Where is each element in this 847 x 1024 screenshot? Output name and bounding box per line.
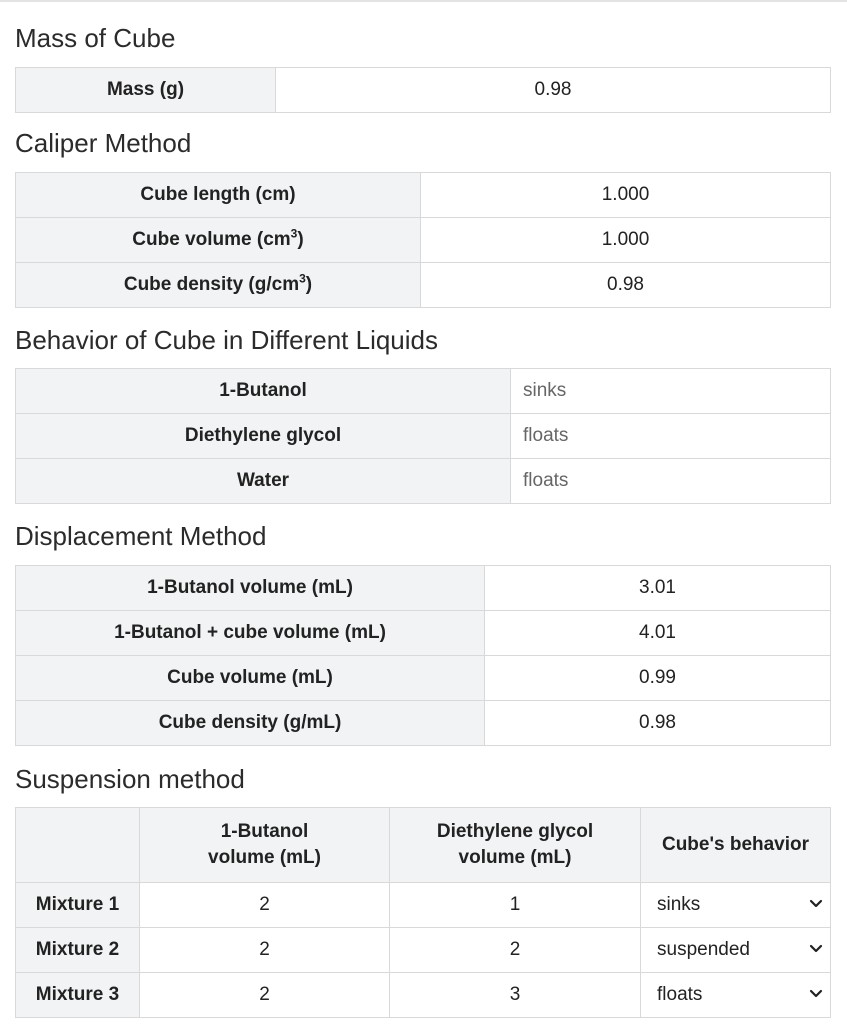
behavior-butanol-label: 1-Butanol xyxy=(16,369,511,414)
mixture-1-behavior-cell xyxy=(641,883,831,928)
cube-length-label: Cube length (cm) xyxy=(16,173,421,218)
displacement-table xyxy=(15,565,831,746)
butanol-volume-label: 1-Butanol volume (mL) xyxy=(16,566,485,611)
chevron-down-icon xyxy=(808,985,824,1001)
mixture-3-behavior-cell xyxy=(641,973,831,1018)
cube-volume-label: Cube volume $(cm^3)$ xyxy=(16,218,421,263)
suspension-section-title: Suspension method xyxy=(15,764,245,794)
top-divider xyxy=(0,0,847,2)
mixture-1-behavior-select[interactable] xyxy=(641,883,830,927)
cube-volume-value: 1.000 xyxy=(421,218,831,263)
displacement-cube-density-label: Cube density (g/mL) xyxy=(16,701,485,746)
table-row xyxy=(16,263,831,308)
table-row xyxy=(16,459,831,504)
mixture-2-behavior-select[interactable] xyxy=(641,928,830,972)
table-row xyxy=(16,973,831,1018)
cube-density-label: Cube density $(g/cm^3)$ xyxy=(16,263,421,308)
mixture-2-butanol: 2 xyxy=(140,928,390,973)
butanol-cube-volume-value: 4.01 xyxy=(485,611,831,656)
table-row xyxy=(16,218,831,263)
chevron-down-icon xyxy=(808,940,824,956)
mixture-3-glycol: 3 xyxy=(390,973,641,1018)
empty-header-cell xyxy=(16,808,140,883)
behavior-water-value: floats xyxy=(511,459,831,504)
behavior-header: Cube's behavior xyxy=(641,808,831,883)
mass-value: 0.98 xyxy=(276,68,831,113)
table-row xyxy=(16,566,831,611)
mass-label: Mass (g) xyxy=(16,68,276,113)
behavior-glycol-value: floats xyxy=(511,414,831,459)
table-row xyxy=(16,883,831,928)
butanol-volume-header: 1-Butanol volume (mL) xyxy=(140,808,390,883)
displacement-cube-volume-value: 0.99 xyxy=(485,656,831,701)
table-row xyxy=(16,611,831,656)
suspension-table xyxy=(15,807,831,1018)
mixture-2-behavior-cell xyxy=(641,928,831,973)
mass-section-title: Mass of Cube xyxy=(15,23,176,53)
behavior-water-label: Water xyxy=(16,459,511,504)
behavior-table xyxy=(15,368,831,504)
table-row xyxy=(16,414,831,459)
cube-length-value: 1.000 xyxy=(421,173,831,218)
behavior-butanol-value: sinks xyxy=(511,369,831,414)
behavior-section-title: Behavior of Cube in Different Liquids xyxy=(15,325,438,355)
mixture-2-glycol: 2 xyxy=(390,928,641,973)
table-header-row xyxy=(16,808,831,883)
displacement-cube-density-value: 0.98 xyxy=(485,701,831,746)
mixture-3-label: Mixture 3 xyxy=(16,973,140,1018)
chevron-down-icon xyxy=(808,895,824,911)
mixture-3-behavior-select[interactable] xyxy=(641,973,830,1017)
displacement-cube-volume-label: Cube volume (mL) xyxy=(16,656,485,701)
table-row xyxy=(16,928,831,973)
mixture-1-butanol: 2 xyxy=(140,883,390,928)
mixture-1-behavior-value: sinks xyxy=(657,894,701,915)
mixture-2-behavior-value: suspended xyxy=(657,939,750,960)
butanol-volume-value: 3.01 xyxy=(485,566,831,611)
mixture-2-label: Mixture 2 xyxy=(16,928,140,973)
table-row xyxy=(16,701,831,746)
caliper-table xyxy=(15,172,831,308)
displacement-section-title: Displacement Method xyxy=(15,521,267,551)
caliper-section-title: Caliper Method xyxy=(15,128,192,158)
behavior-glycol-label: Diethylene glycol xyxy=(16,414,511,459)
mixture-3-butanol: 2 xyxy=(140,973,390,1018)
mixture-1-glycol: 1 xyxy=(390,883,641,928)
table-row xyxy=(16,656,831,701)
mixture-3-behavior-value: floats xyxy=(657,984,703,1005)
glycol-volume-header: Diethylene glycol volume (mL) xyxy=(390,808,641,883)
table-row xyxy=(16,68,831,113)
mixture-1-label: Mixture 1 xyxy=(16,883,140,928)
table-row xyxy=(16,173,831,218)
cube-density-value: 0.98 xyxy=(421,263,831,308)
butanol-cube-volume-label: 1-Butanol + cube volume (mL) xyxy=(16,611,485,656)
table-row xyxy=(16,369,831,414)
mass-table xyxy=(15,67,831,113)
